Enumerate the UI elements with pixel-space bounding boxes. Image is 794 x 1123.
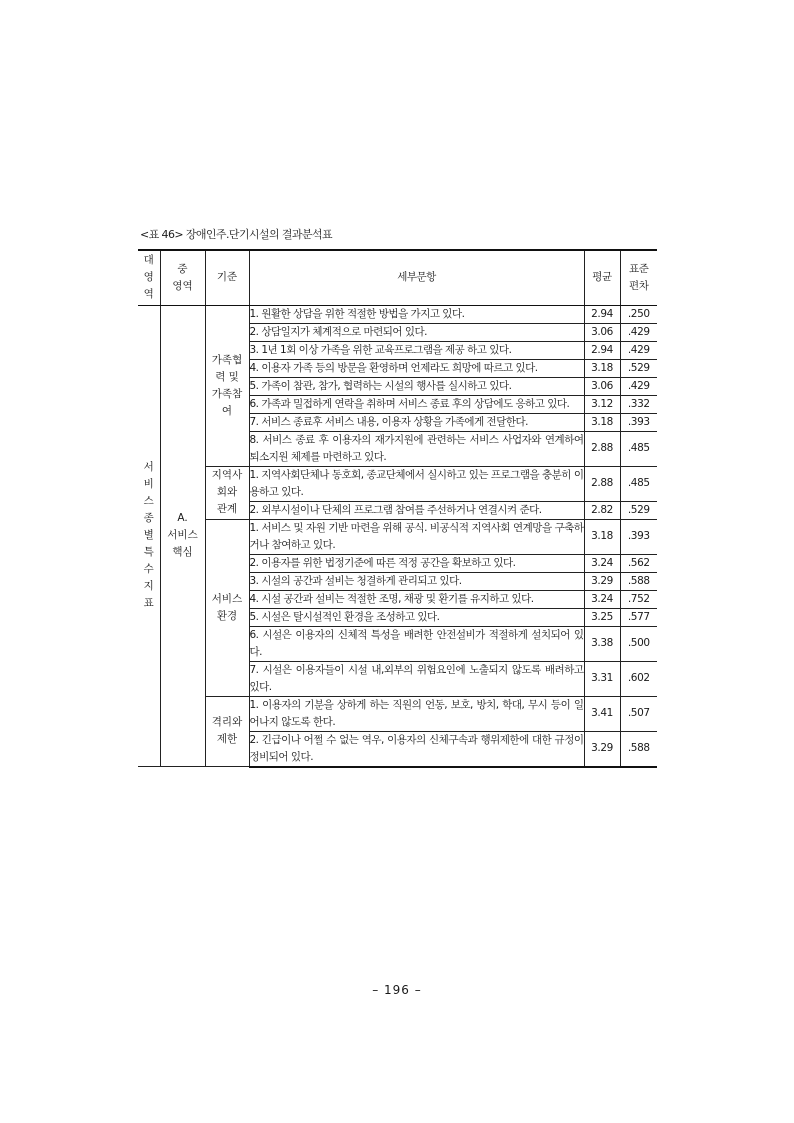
page-number: – 196 – [372, 983, 422, 997]
item-text: 5. 가족이 참관, 참가, 협력하는 시설의 행사를 실시하고 있다. [249, 377, 584, 395]
item-sd: .529 [620, 501, 657, 519]
table-body [138, 305, 657, 767]
item-sd: .588 [620, 731, 657, 767]
header-sd: 표준 편차 [620, 250, 657, 305]
item-text: 6. 시설은 이용자의 신체적 특성을 배려한 안전설비가 적절하게 설치되어 있다. [249, 626, 584, 661]
item-text: 2. 상담일지가 체계적으로 마련되어 있다. [249, 323, 584, 341]
header-major-area: 대 영 역 [138, 250, 160, 305]
item-mean: 3.06 [584, 377, 620, 395]
item-mean: 3.41 [584, 696, 620, 731]
table-row [138, 305, 657, 323]
item-mean: 3.06 [584, 323, 620, 341]
item-sd: .429 [620, 377, 657, 395]
item-text: 2. 이용자를 위한 법정기준에 따른 적정 공간을 확보하고 있다. [249, 554, 584, 572]
results-table [138, 249, 657, 768]
criteria-cell: 격리와 제한 [205, 696, 249, 767]
item-sd: .393 [620, 413, 657, 431]
item-sd: .332 [620, 395, 657, 413]
item-mean: 3.25 [584, 608, 620, 626]
item-text: 2. 외부시설이나 단체의 프로그램 참여를 주선하거나 연결시켜 준다. [249, 501, 584, 519]
item-text: 4. 이용자 가족 등의 방문을 환영하며 언제라도 희망에 따르고 있다. [249, 359, 584, 377]
item-text: 3. 1년 1회 이상 가족을 위한 교육프로그램을 제공 하고 있다. [249, 341, 584, 359]
table-row [138, 696, 657, 731]
item-text: 2. 긴급이나 어쩔 수 없는 역우, 이용자의 신체구속과 행위제한에 대한 규정이 정비되어 있다. [249, 731, 584, 767]
item-sd: .752 [620, 590, 657, 608]
item-mean: 3.29 [584, 731, 620, 767]
item-mean: 3.31 [584, 661, 620, 696]
item-text: 5. 시설은 탈시설적인 환경을 조성하고 있다. [249, 608, 584, 626]
item-mean: 3.38 [584, 626, 620, 661]
item-mean: 2.82 [584, 501, 620, 519]
item-sd: .577 [620, 608, 657, 626]
item-mean: 3.29 [584, 572, 620, 590]
criteria-cell: 서비스 환경 [205, 519, 249, 696]
item-sd: .562 [620, 554, 657, 572]
item-text: 7. 서비스 종료후 서비스 내용, 이용자 상황을 가족에게 전달한다. [249, 413, 584, 431]
criteria-cell: 가족협 력 및 가족참 여 [205, 305, 249, 466]
item-mean: 2.88 [584, 431, 620, 466]
item-sd: .393 [620, 519, 657, 554]
header-mean: 평균 [584, 250, 620, 305]
middle-area-cell: A. 서비스 핵심 [160, 305, 205, 767]
item-sd: .429 [620, 341, 657, 359]
item-text: 1. 서비스 및 자원 기반 마련을 위해 공식. 비공식적 지역사회 연계망을 구축하거나 참여하고 있다. [249, 519, 584, 554]
item-mean: 3.18 [584, 359, 620, 377]
item-sd: .485 [620, 431, 657, 466]
item-mean: 2.88 [584, 466, 620, 501]
item-sd: .429 [620, 323, 657, 341]
item-mean: 3.18 [584, 413, 620, 431]
table-row [138, 466, 657, 501]
item-sd: .588 [620, 572, 657, 590]
item-sd: .602 [620, 661, 657, 696]
item-text: 7. 시설은 이용자들이 시설 내,외부의 위험요인에 노출되지 않도록 배려하고 있다. [249, 661, 584, 696]
item-mean: 3.12 [584, 395, 620, 413]
item-text: 4. 시설 공간과 설비는 적절한 조명, 채광 및 환기를 유지하고 있다. [249, 590, 584, 608]
item-sd: .485 [620, 466, 657, 501]
item-mean: 2.94 [584, 341, 620, 359]
criteria-cell: 지역사 회와 관계 [205, 466, 249, 519]
item-sd: .250 [620, 305, 657, 323]
item-text: 1. 이용자의 기분을 상하게 하는 직원의 언동, 보호, 방치, 학대, 무시 등이 일어나지 않도록 한다. [249, 696, 584, 731]
item-text: 6. 가족과 밀접하게 연락을 취하며 서비스 종료 후의 상담에도 응하고 있다. [249, 395, 584, 413]
item-mean: 2.94 [584, 305, 620, 323]
item-text: 3. 시설의 공간과 설비는 청결하게 관리되고 있다. [249, 572, 584, 590]
item-sd: .500 [620, 626, 657, 661]
table-row [138, 519, 657, 554]
header-item: 세부문항 [249, 250, 584, 305]
item-text: 1. 지역사회단체나 동호회, 종교단체에서 실시하고 있는 프로그램을 충분히 이용하고 있다. [249, 466, 584, 501]
item-mean: 3.24 [584, 590, 620, 608]
item-sd: .529 [620, 359, 657, 377]
item-text: 1. 원활한 상담을 위한 적절한 방법을 가지고 있다. [249, 305, 584, 323]
major-area-cell: 서 비 스 종 별 특 수 지 표 [138, 305, 160, 767]
table-caption: <표 46> 장애인주.단기시설의 결과분석표 [140, 228, 333, 241]
header-criteria: 기준 [205, 250, 249, 305]
item-mean: 3.18 [584, 519, 620, 554]
item-sd: .507 [620, 696, 657, 731]
item-mean: 3.24 [584, 554, 620, 572]
header-middle-area: 중 영역 [160, 250, 205, 305]
item-text: 8. 서비스 종료 후 이용자의 재가지원에 관련하는 서비스 사업자와 연계하여 퇴소지원 체제를 마련하고 있다. [249, 431, 584, 466]
